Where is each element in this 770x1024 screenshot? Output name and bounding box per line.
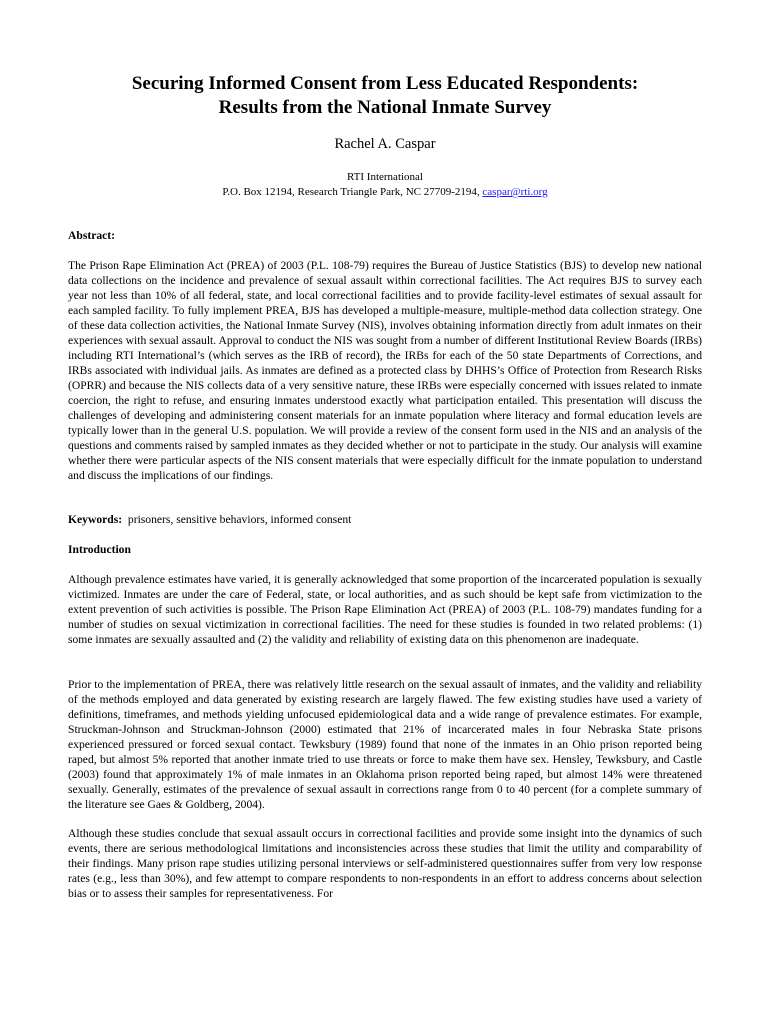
affiliation-address-line <box>40 185 730 200</box>
title-line-2: Results from the National Inmate Survey <box>218 97 552 118</box>
intro-paragraph-1: Although prevalence estimates have varied, it is generally acknowledged that some proportion of the incarcerated population is sexually victimized. Inmates are under the care of Federal, state, or local authorities, and as such should be kept safe from victimization to the extent prevention of such activities is possible. The Prison Rape Elimination Act (PREA) of 2003 (P.L. 108-79) mandates funding for a number of studies on sexual victimization in correctional facilities. The need for these studies is founded in two related problems: (1) some inmates are sexually assaulted and (2) the validity and reliability of existing data on this phenomenon are inadequate. <box>68 573 702 646</box>
affiliation-address: P.O. Box 12194, Research Triangle Park, NC 27709-2194, <box>222 186 483 198</box>
abstract-heading: Abstract: <box>68 229 116 242</box>
abstract-text: The Prison Rape Elimination Act (PREA) of 2003 (P.L. 108-79) requires the Bureau of Justice Statistics (BJS) to develop new national data collections on the incidence and prevalence of sexual assault within correctional facilities. The Act requires BJS to survey each year not less than 10% of all federal, state, and local correctional facilities and to provide facility-level estimates of sexual assault for each sampled facility. To fully implement PREA, BJS has developed a multiple-measure, multiple-method data collection strategy. One of these data collection activities, the National Inmate Survey (NIS), involves obtaining information directly from adult inmates on their experiences with sexual assault. Approval to conduct the NIS was sought from a number of different Institutional Review Boards (IRBs) including RTI International’s (which serves as the IRB of record), the IRBs for each of the 50 state Departments of Corrections, and IRBs associated with individual jails. As inmates are defined as a protected class by DHHS’s Office of Protection from Research Risks (OPRR) and because the NIS collects data of a very sensitive nature, these IRBs were especially concerned with issues related to inmate coercion, the right to refuse, and ensuring inmates understood exactly what participation entailed. This presentation will discuss the challenges of developing and administering consent materials for an inmate population where literacy and formal education levels are typically lower than in the general U.S. population. We will provide a review of the consent form used in the NIS and an analysis of the questions and comments raised by sampled inmates as they decided whether or not to participate in the study. Our analysis will examine whether there were particular aspects of the NIS consent materials that were especially difficult for the inmate population to understand and discuss the implications of our findings. <box>68 259 702 482</box>
paper-title <box>40 72 730 120</box>
email-link[interactable]: caspar@rti.org <box>482 186 548 198</box>
keywords-line <box>68 512 702 527</box>
intro-paragraph-2: Prior to the implementation of PREA, there was relatively little research on the sexual assault of inmates, and the validity and reliability of the methods employed and data generated by existing research are largely flawed. The few existing studies have used a variety of definitions, timeframes, and methods yielding unfocused epidemiological data and a wide range of prevalence estimates. For example, Struckman-Johnson and Struckman-Johnson (2000) estimated that 21% of incarcerated males in four Nebraska State prisons experienced pressured or forced sexual contact. Tewksbury (1989) found that none of the inmates in an Ohio prison reported being raped, but almost 5% reported that another inmate tried to use threats or force to make them have sex. Hensley, Tewksbury, and Castle (2003) found that approximately 1% of male inmates in an Oklahoma prison reported being raped, but almost 14% were threatened sexually. Generally, estimates of the prevalence of sexual assault in corrections range from 0 to 40 percent (for a complete summary of the literature see Gaes & Goldberg, 2004). <box>68 678 702 811</box>
keywords-label: Keywords: <box>68 513 123 526</box>
title-line-1: Securing Informed Consent from Less Educated Respondents: <box>131 73 639 94</box>
introduction-heading: Introduction <box>68 543 131 556</box>
author-name: Rachel A. Caspar <box>334 136 436 152</box>
keywords-text: prisoners, sensitive behaviors, informed consent <box>127 513 352 526</box>
affiliation-org: RTI International <box>346 171 423 183</box>
affiliation <box>40 170 730 200</box>
intro-paragraph-3: Although these studies conclude that sexual assault occurs in correctional facilities and provide some insight into the dynamics of such events, there are serious methodological limitations and inconsistencies across these studies that limit the utility and comparability of their findings. Many prison rape studies utilizing personal interviews or self-administered questionnaires suffer from very low response rates (e.g., less than 30%), and few attempt to compare respondents to non-respondents in an effort to address concerns about selection bias or to assess their samples for representativeness. For <box>68 827 702 900</box>
